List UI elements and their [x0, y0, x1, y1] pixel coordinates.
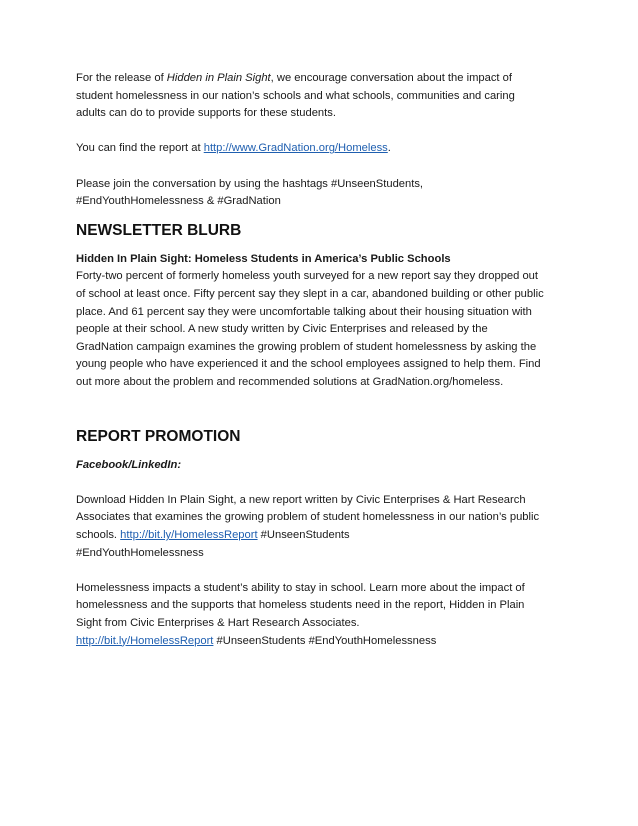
intro-paragraph: For the release of Hidden in Plain Sight, we encourage conversation about the impact of student homelessness in our nation’s schools and what schools, communities and caring adults can do to provide supports for these students.	[76, 72, 515, 120]
section-spacer	[76, 409, 546, 427]
newsletter-title: Hidden In Plain Sight: Homeless Students in America’s Public Schools	[76, 252, 451, 265]
newsletter-heading: NEWSLETTER BLURB	[76, 221, 242, 239]
gradnation-homeless-link[interactable]: http://www.GradNation.org/Homeless	[203, 142, 388, 155]
document-page	[76, 70, 546, 668]
social-subheading: Facebook/LinkedIn:	[76, 458, 182, 471]
newsletter-body: Forty-two percent of formerly homeless youth surveyed for a new report say they dropped out of school at least once. Fifty percent say they slept in a car, abandoned building or other public place. And 61 percent say they were uncomfortable talking about their housing situation with people at their school. A new study written by Civic Enterprises and released by the GradNation campaign examines the growing problem of student homelessness by asking the young people who have experienced it and the school employees assigned to help them. Find out more about the problem and recommended solutions at GradNation.org/homeless.	[76, 270, 544, 388]
report-title-italic: Hidden in Plain Sight	[166, 72, 271, 84]
hashtags-paragraph: Please join the conversation by using the hashtags #UnseenStudents, #EndYouthHomelessness & #GradNation	[76, 177, 424, 208]
social-post-2: Homelessness impacts a student’s ability to stay in school. Learn more about the impact of homelessness and the supports that homeless students need in the report, Hidden in Plain Sight from Civic Enterprises & Hart Research Associates. http://bit.ly/HomelessReport #UnseenStudents #EndYouthHomelessness	[76, 581, 525, 647]
bitly-report-link-1[interactable]: http://bit.ly/HomelessReport	[120, 529, 258, 542]
bitly-report-link-2[interactable]: http://bit.ly/HomelessReport	[76, 634, 214, 647]
social-post-1: Download Hidden In Plain Sight, a new report written by Civic Enterprises & Hart Research Associates that examines the growing problem of student homelessness in our nation’s public schools. http://bit.ly/HomelessReport #UnseenStudents #EndYouthHomelessness	[76, 493, 540, 559]
report-link-paragraph: You can find the report at http://www.GradNation.org/Homeless.	[76, 142, 391, 155]
report-promotion-heading: REPORT PROMOTION	[76, 427, 241, 445]
newsletter-blurb	[76, 251, 546, 392]
